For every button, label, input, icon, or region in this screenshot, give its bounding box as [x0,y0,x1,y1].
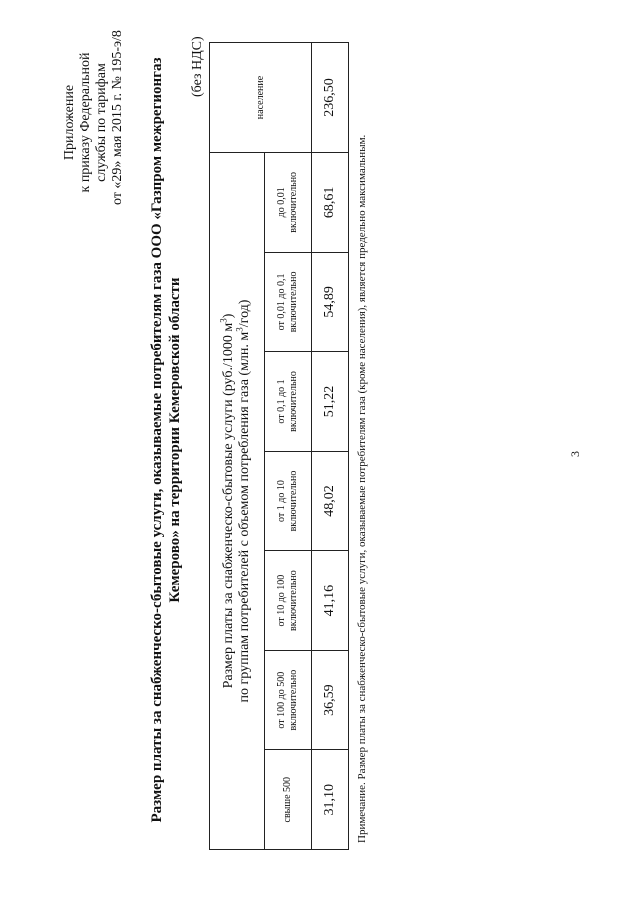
appendix-line: от «29» мая 2015 г. № 195-э/8 [110,30,125,205]
group-header-population: население [210,43,312,153]
table-cell: 31,10 [312,750,349,850]
footnote: Примечание. Размер платы за снабженческо-сбытовые услуги, оказываемые потребителям газа (кроме населения), является предельно максимальным. [356,134,368,843]
group-header: до 0,01 включительно [265,153,312,253]
table-cell: 68,61 [312,153,349,253]
group-header: от 100 до 500 включительно [265,650,312,750]
group-header: от 1 до 10 включительно [265,451,312,551]
table-cell: 41,16 [312,551,349,651]
appendix-line: Приложение [62,84,77,161]
table-row [312,43,349,850]
tariff-table [209,42,349,850]
vat-note: (без НДС) [190,36,205,97]
appendix-block [62,30,126,205]
header-line-2-text: по группам потребителей с объемом потребления газа (млн. м [237,331,252,703]
document-title: Размер платы за снабженческо-сбытовые услуги, оказываемые потребителям газа ООО «Газпром межрегионгаз Кемерово» на территории Кемеровской области [149,57,183,823]
superscript: 3 [234,327,245,332]
table-header-row [210,43,265,850]
group-header: от 10 до 100 включительно [265,551,312,651]
appendix-line: службы по тарифам [94,63,109,182]
table-cell: 51,22 [312,352,349,452]
table-cell: 54,89 [312,252,349,352]
table-cell: 236,50 [312,43,349,153]
header-line-1-close: ) [221,313,236,319]
group-header: свыше 500 [265,750,312,850]
group-header: от 0,01 до 0,1 включительно [265,252,312,352]
table-header [210,153,265,850]
page-number: 3 [568,451,582,457]
header-line-1-text: Размер платы за снабженческо-сбытовые услуги (руб./1000 м [221,322,236,689]
group-header: от 0,1 до 1 включительно [265,352,312,452]
superscript: 3 [218,318,229,323]
table-cell: 36,59 [312,650,349,750]
appendix-line: к приказу Федеральной [78,52,93,193]
group-header-row [265,43,312,850]
table-cell: 48,02 [312,451,349,551]
header-line-2-close: /год) [237,299,252,328]
